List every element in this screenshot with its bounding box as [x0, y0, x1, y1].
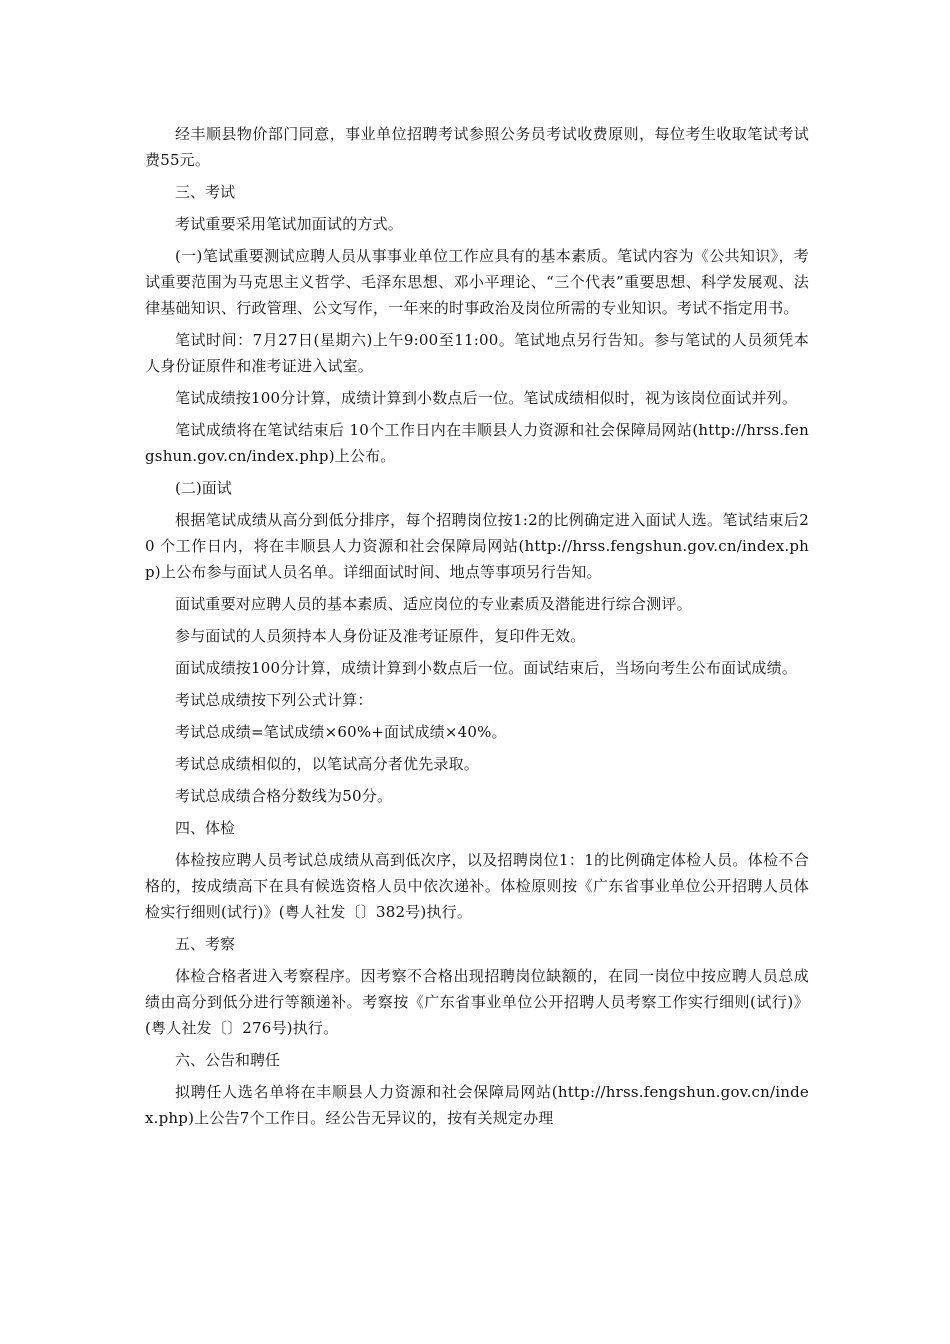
- section-heading: 五、考察: [175, 935, 236, 953]
- body-paragraph: 考试总成绩相似的，以笔试高分者优先录取。: [175, 755, 480, 773]
- section-heading: 三、考试: [175, 183, 236, 201]
- body-paragraph: 面试重要对应聘人员的基本素质、适应岗位的专业素质及潜能进行综合测评。: [175, 595, 692, 613]
- section-heading: 六、公告和聘任: [175, 1051, 281, 1069]
- body-paragraph: 笔试成绩按100分计算，成绩计算到小数点后一位。笔试成绩相似时，视为该岗位面试并列。: [175, 389, 798, 407]
- body-paragraph: 根据笔试成绩从高分到低分排序，每个招聘岗位按1:2的比例确定进入面试人选。笔试结束后20 个工作日内，将在丰顺县人力资源和社会保障局网站(http://hrss.fengshun.gov.cn/index.php)上公布参与面试人员名单。详细面试时间、地点等事项另行告知。: [145, 511, 809, 581]
- section-heading: 四、体检: [175, 819, 236, 837]
- body-paragraph: 经丰顺县物价部门同意，事业单位招聘考试参照公务员考试收费原则，每位考生收取笔试考试费55元。: [145, 125, 809, 169]
- body-paragraph: 体检合格者进入考察程序。因考察不合格出现招聘岗位缺额的，在同一岗位中按应聘人员总成绩由高分到低分进行等额递补。考察按《广东省事业单位公开招聘人员考察工作实行细则(试行)》(粤人社发〔〕276号)执行。: [145, 967, 809, 1037]
- body-paragraph: 拟聘任人选名单将在丰顺县人力资源和社会保障局网站(http://hrss.fengshun.gov.cn/index.php)上公告7个工作日。经公告无异议的，按有关规定办理: [145, 1083, 809, 1127]
- body-paragraph: 面试成绩按100分计算，成绩计算到小数点后一位。面试结束后，当场向考生公布面试成绩。: [175, 659, 798, 677]
- body-paragraph: 考试总成绩=笔试成绩×60%+面试成绩×40%。: [175, 723, 507, 741]
- body-paragraph: 体检按应聘人员考试总成绩从高到低次序，以及招聘岗位1：1的比例确定体检人员。体检不合格的，按成绩高下在具有候选资格人员中依次递补。体检原则按《广东省事业单位公开招聘人员体检实行细则(试行)》(粤人社发〔〕382号)执行。: [145, 851, 809, 921]
- document-body: [145, 121, 809, 1137]
- section-heading: (二)面试: [175, 479, 232, 497]
- body-paragraph: 考试总成绩按下列公式计算：: [175, 691, 373, 709]
- body-paragraph: 笔试成绩将在笔试结束后 10个工作日内在丰顺县人力资源和社会保障局网站(http://hrss.fengshun.gov.cn/index.php)上公布。: [145, 421, 809, 465]
- body-paragraph: 考试总成绩合格分数线为50分。: [175, 787, 393, 805]
- body-paragraph: 参与面试的人员须持本人身份证及准考证原件，复印件无效。: [175, 627, 586, 645]
- body-paragraph: 笔试时间：7月27日(星期六)上午9:00至11:00。笔试地点另行告知。参与笔试的人员须凭本人身份证原件和准考证进入试室。: [145, 331, 809, 375]
- body-paragraph: (一)笔试重要测试应聘人员从事事业单位工作应具有的基本素质。笔试内容为《公共知识》，考试重要范围为马克思主义哲学、毛泽东思想、邓小平理论、“三个代表”重要思想、科学发展观、法律基础知识、行政管理、公文写作，一年来的时事政治及岗位所需的专业知识。考试不指定用书。: [145, 247, 809, 317]
- body-paragraph: 考试重要采用笔试加面试的方式。: [175, 215, 404, 233]
